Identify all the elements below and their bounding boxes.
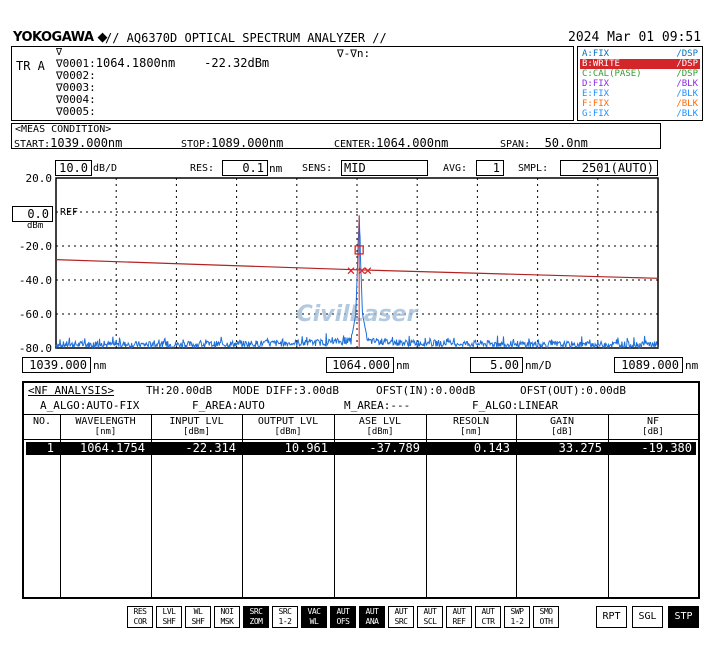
trace-label: D:FIX: [582, 79, 610, 89]
trace-mode: /BLK: [676, 79, 698, 89]
column-title: WAVELENGTH: [75, 416, 136, 427]
softkey-top-label: AUT: [423, 607, 437, 616]
trace-item[interactable]: [580, 49, 700, 59]
nf-a-algo: A_ALGO:AUTO-FIX: [40, 399, 140, 412]
table-header-cell[interactable]: [426, 416, 516, 437]
ref-label: REF: [60, 207, 79, 218]
marker-row: [56, 106, 96, 118]
column-title: NO.: [32, 416, 52, 427]
table-header-cell[interactable]: [516, 416, 608, 437]
column-unit: [dBm]: [366, 427, 394, 437]
softkey-button[interactable]: [156, 606, 182, 628]
table-header-cell[interactable]: [60, 416, 151, 437]
brand-logo: [13, 30, 107, 45]
column-unit: [nm]: [460, 427, 482, 437]
nf-title[interactable]: <NF ANALYSIS>: [28, 384, 115, 397]
softkey-top-label: SWP: [510, 607, 524, 616]
start-label: START:: [14, 139, 51, 150]
center-label: CENTER:: [334, 139, 377, 150]
softkey-button[interactable]: [330, 606, 356, 628]
table-header-divider: [24, 439, 698, 440]
stop-value: 1089.000nm: [211, 136, 284, 150]
table-cell: -22.314: [185, 441, 236, 455]
column-title: GAIN: [549, 416, 575, 427]
table-header-cell[interactable]: [334, 416, 426, 437]
marker-header-symbol: ∇: [56, 47, 63, 58]
softkey-top-label: SRC: [249, 607, 263, 616]
softkey-bottom-label: OTH: [539, 617, 553, 626]
brand-name: YOKOGAWA: [13, 30, 94, 45]
marker-name: ∇0002:: [56, 69, 96, 82]
nf-f-area: F_AREA:AUTO: [192, 399, 265, 412]
softkey-top-label: SMO: [539, 607, 553, 616]
marker-name: ∇0003:: [56, 81, 96, 94]
sens-label: SENS:: [302, 163, 333, 174]
table-cell: 0.143: [473, 441, 510, 455]
trace-label: G:FIX: [582, 109, 610, 119]
meas-span: [500, 136, 588, 150]
softkey-button[interactable]: [301, 606, 327, 628]
softkey-bottom-label: MSK: [220, 617, 234, 626]
table-header-cell[interactable]: [608, 416, 698, 437]
trace-mode: /BLK: [676, 99, 698, 109]
meas-center: [334, 136, 448, 150]
spectrum-chart[interactable]: [0, 170, 725, 375]
nf-m-area: M_AREA:---: [344, 399, 411, 412]
softkey-bottom-label: ZOM: [249, 617, 263, 626]
column-unit: [dBm]: [274, 427, 302, 437]
table-cell: 10.961: [284, 441, 328, 455]
span-value: 50.0nm: [544, 136, 588, 150]
softkey-bottom-label: CTR: [481, 617, 495, 626]
softkey-top-label: VAC: [307, 607, 321, 616]
softkey-button[interactable]: [359, 606, 385, 628]
nf-analysis-panel: [22, 381, 700, 599]
softkey-button[interactable]: [475, 606, 501, 628]
marker-name: ∇0004:: [56, 93, 96, 106]
scale-value-field[interactable]: 10.0: [55, 160, 92, 176]
y-tick-label: -40.0: [18, 274, 52, 287]
x-center-field[interactable]: 1064.000: [326, 357, 394, 373]
column-unit: [dB]: [551, 427, 573, 437]
x-div-unit: nm/D: [525, 359, 552, 372]
softkey-button[interactable]: [417, 606, 443, 628]
nf-f-algo: F_ALGO:LINEAR: [472, 399, 559, 412]
column-title: INPUT LVL: [169, 416, 224, 427]
avg-value-field[interactable]: 1: [476, 160, 504, 176]
x-stop-field[interactable]: 1089.000: [614, 357, 683, 373]
watermark-text: CivilLaser: [296, 301, 418, 327]
delta-label: ∇-∇n:: [337, 47, 371, 60]
marker-panel: [11, 46, 574, 121]
smpl-label: SMPL:: [518, 163, 549, 174]
nf-ofst-out: OFST(OUT):0.00dB: [520, 384, 626, 397]
softkey-top-label: WL: [193, 607, 203, 616]
softkey-top-label: AUT: [365, 607, 379, 616]
trace-label: TR A: [16, 59, 45, 73]
trace-label: A:FIX: [582, 49, 610, 59]
res-value-field[interactable]: 0.1: [222, 160, 268, 176]
ref-level-field[interactable]: 0.0: [12, 206, 53, 222]
x-div-field[interactable]: 5.00: [470, 357, 523, 373]
trace-label: B:WRITE: [582, 59, 620, 69]
center-value: 1064.000nm: [376, 136, 449, 150]
marker-value: 1064.1800nm -22.32dBm: [95, 56, 270, 70]
softkey-bottom-label: 1-2: [510, 617, 524, 626]
softkey-bottom-label: REF: [452, 617, 466, 626]
meas-start: [14, 136, 122, 150]
trace-item[interactable]: [580, 99, 700, 109]
table-cell: 1: [46, 441, 54, 455]
softkey-bottom-label: OFS: [336, 617, 350, 626]
softkey-top-label: SRC: [278, 607, 292, 616]
meas-condition-title: <MEAS CONDITION>: [15, 124, 112, 135]
nf-mode: MODE DIFF:3.00dB: [233, 384, 339, 397]
x-start-unit: nm: [93, 359, 107, 372]
single-button[interactable]: SGL: [632, 606, 663, 628]
trace-mode: /BLK: [676, 89, 698, 99]
x-stop-unit: nm: [685, 359, 699, 372]
softkey-bottom-label: WL: [309, 617, 319, 626]
trace-item[interactable]: [580, 79, 700, 89]
trace-label: F:FIX: [582, 99, 610, 109]
softkey-bottom-label: SRC: [394, 617, 408, 626]
softkey-button[interactable]: [214, 606, 240, 628]
scale-unit: dB/D: [93, 163, 118, 174]
column-unit: [nm]: [94, 427, 117, 437]
softkey-button[interactable]: [243, 606, 269, 628]
nf-header-line1: [28, 384, 114, 397]
softkey-bottom-label: SHF: [162, 617, 176, 626]
date-time: 2024 Mar 01 09:51: [568, 30, 702, 45]
marker-name: ∇0001:: [56, 57, 96, 70]
avg-label: AVG:: [443, 163, 468, 174]
table-cell: 33.275: [558, 441, 602, 455]
trace-mode: /BLK: [676, 109, 698, 119]
trace-list: [577, 46, 703, 121]
softkey-button[interactable]: [533, 606, 559, 628]
nf-ofst-in: OFST(IN):0.00dB: [376, 384, 476, 397]
softkey-top-label: AUT: [452, 607, 466, 616]
softkey-top-label: AUT: [394, 607, 408, 616]
softkey-top-label: RES: [133, 607, 147, 616]
stop-label: STOP:: [181, 139, 212, 150]
sens-value-field[interactable]: MID: [341, 160, 428, 176]
softkey-button[interactable]: [127, 606, 153, 628]
instrument-title: // AQ6370D OPTICAL SPECTRUM ANALYZER //: [105, 31, 387, 45]
meas-condition-panel: [11, 123, 661, 149]
table-header-cell[interactable]: [24, 416, 60, 427]
res-unit: nm: [269, 162, 283, 175]
softkey-top-label: LVL: [162, 607, 176, 616]
brand-diamond-icon: ◆: [97, 30, 108, 45]
column-title: OUTPUT LVL: [257, 416, 319, 427]
table-cell: 1064.1754: [79, 441, 145, 455]
y-tick-label: -60.0: [18, 308, 52, 321]
trace-mode: /DSP: [676, 69, 698, 79]
column-title: RESOLN: [452, 416, 490, 427]
trace-mode: /DSP: [676, 59, 698, 69]
y-tick-label: -80.0: [18, 342, 52, 355]
trace-label: C:CAL(PASE): [582, 69, 642, 79]
table-header-cell[interactable]: [242, 416, 334, 437]
nf-th: TH:20.00dB: [146, 384, 213, 397]
marker-name: ∇0005:: [56, 105, 96, 118]
stop-button[interactable]: STP: [668, 606, 699, 628]
trace-label: E:FIX: [582, 89, 610, 99]
table-header-cell[interactable]: [151, 416, 242, 437]
x-center-unit: nm: [396, 359, 410, 372]
start-value: 1039.000nm: [50, 136, 123, 150]
trace-item[interactable]: [580, 109, 700, 119]
softkey-bottom-label: SHF: [191, 617, 205, 626]
softkey-button[interactable]: [388, 606, 414, 628]
softkey-bottom-label: SCL: [423, 617, 437, 626]
span-label: SPAN:: [500, 139, 531, 150]
softkey-button[interactable]: [272, 606, 298, 628]
softkey-bottom-label: ANA: [365, 617, 379, 626]
res-label: RES:: [190, 163, 215, 174]
column-unit: [dBm]: [182, 427, 211, 437]
softkey-button[interactable]: [185, 606, 211, 628]
softkey-top-label: AUT: [336, 607, 350, 616]
y-tick-label: -20.0: [18, 240, 52, 253]
table-row[interactable]: [26, 442, 696, 455]
trace-item[interactable]: [580, 59, 700, 69]
y-tick-label: 20.0: [25, 172, 52, 185]
softkey-top-label: NOI: [220, 607, 234, 616]
x-start-field[interactable]: 1039.000: [22, 357, 91, 373]
repeat-button[interactable]: RPT: [596, 606, 627, 628]
table-cell: -19.380: [641, 441, 692, 455]
column-unit: [dB]: [642, 427, 664, 437]
softkey-bottom-label: 1-2: [278, 617, 292, 626]
trace-mode: /DSP: [676, 49, 698, 59]
trace-item[interactable]: [580, 89, 700, 99]
smpl-value-field[interactable]: 2501(AUTO): [560, 160, 658, 176]
nf-table: [24, 414, 698, 598]
column-title: ASE LVL: [358, 416, 402, 427]
ref-unit: dBm: [27, 221, 44, 231]
trace-item[interactable]: [580, 69, 700, 79]
table-cell: -37.789: [369, 441, 420, 455]
softkey-button[interactable]: [446, 606, 472, 628]
meas-stop: [181, 136, 283, 150]
softkey-button[interactable]: [504, 606, 530, 628]
softkey-top-label: AUT: [481, 607, 495, 616]
column-title: NF: [646, 416, 660, 427]
softkey-bottom-label: COR: [133, 617, 147, 626]
